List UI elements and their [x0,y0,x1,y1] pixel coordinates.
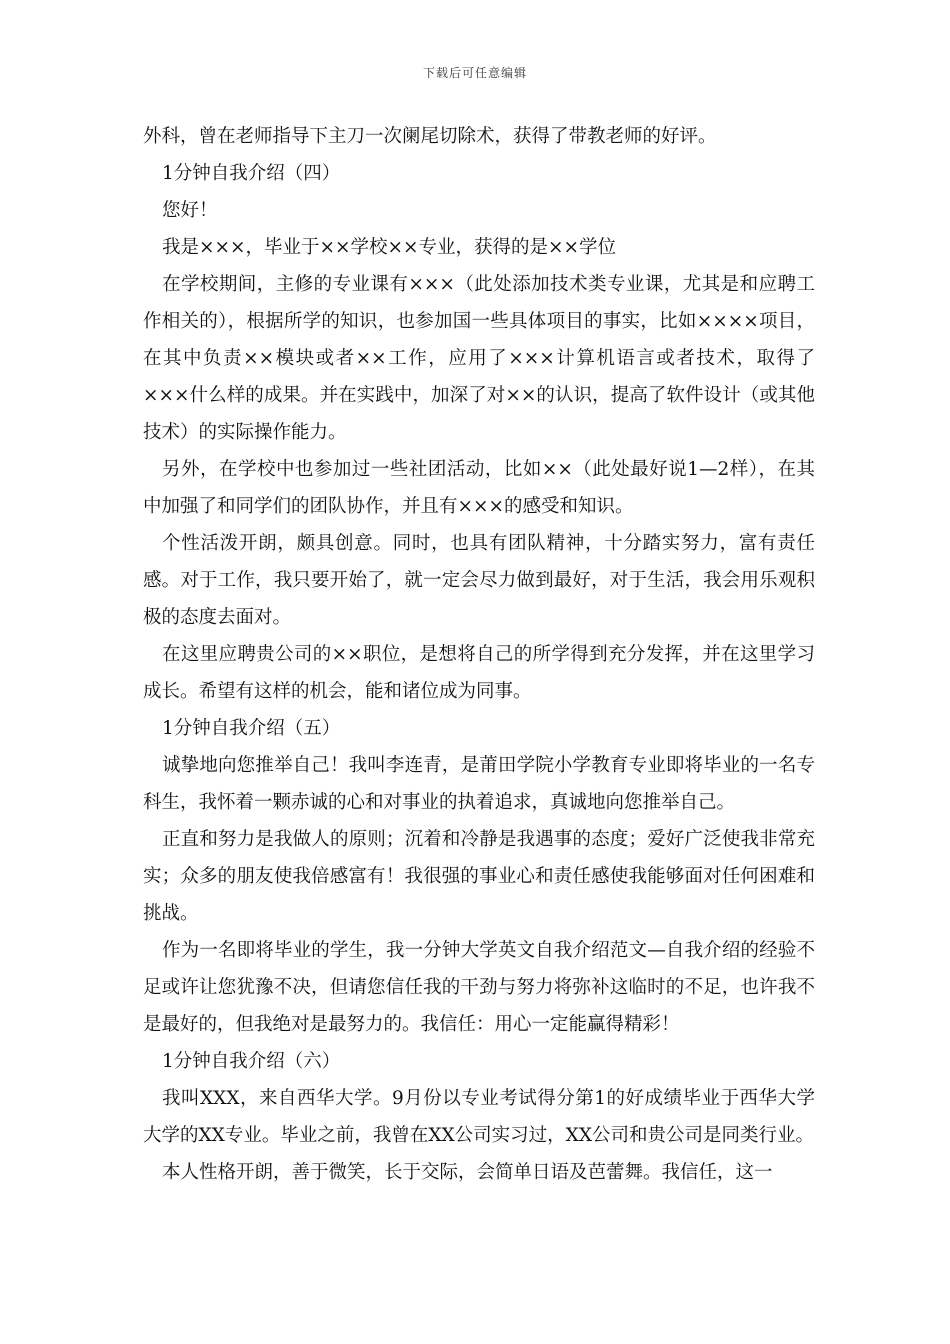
paragraph: 个性活泼开朗，颇具创意。同时，也具有团队精神，十分踏实努力，富有责任感。对于工作，我只要开始了，就一定会尽力做到最好，对于生活，我会用乐观积极的态度去面对。 [143,533,815,628]
section-heading: 1分钟自我介绍（四） [162,163,341,184]
section-heading: 1分钟自我介绍（五） [162,718,341,739]
page-header: 下载后可任意编辑 [422,66,527,80]
document-body [143,118,815,1191]
paragraph: 我是×××，毕业于××学校××专业，获得的是××学位 [162,237,617,258]
paragraph: 作为一名即将毕业的学生，我一分钟大学英文自我介绍范文—自我介绍的经验不足或许让您犹豫不决，但请您信任我的干劲与努力将弥补这临时的不足，也许我不是最好的，但我绝对是最努力的。我信任：用心一定能赢得精彩！ [143,940,815,1035]
paragraph: 另外，在学校中也参加过一些社团活动，比如××（此处最好说1—2样），在其中加强了和同学们的团队协作，并且有×××的感受和知识。 [143,459,815,517]
paragraph: 我叫XXX，来自西华大学。9月份以专业考试得分第1的好成绩毕业于西华大学大学的XX专业。毕业之前，我曾在XX公司实习过，XX公司和贵公司是同类行业。 [143,1088,815,1146]
paragraph: 本人性格开朗，善于微笑，长于交际，会简单日语及芭蕾舞。我信任，这一 [162,1162,773,1183]
paragraph: 诚挚地向您推举自己！我叫李连青，是莆田学院小学教育专业即将毕业的一名专科生，我怀着一颗赤诚的心和对事业的执着追求，真诚地向您推举自己。 [143,755,815,813]
paragraph: 外科，曾在老师指导下主刀一次阑尾切除术，获得了带教老师的好评。 [143,126,717,147]
paragraph: 正直和努力是我做人的原则；沉着和冷静是我遇事的态度；爱好广泛使我非常充实；众多的朋友使我倍感富有！我很强的事业心和责任感使我能够面对任何困难和挑战。 [143,829,815,924]
paragraph: 您好！ [162,200,218,221]
paragraph: 在这里应聘贵公司的××职位，是想将自己的所学得到充分发挥，并在这里学习成长。希望有这样的机会，能和诸位成为同事。 [143,644,815,702]
paragraph: 在学校期间，主修的专业课有×××（此处添加技术类专业课，尤其是和应聘工作相关的），根据所学的知识，也参加国一些具体项目的事实，比如××××项目，在其中负责××模块或者××工作，应用了×××计算机语言或者技术，取得了×××什么样的成果。并在实践中，加深了对××的认识，提高了软件设计（或其他技术）的实际操作能力。 [143,274,815,443]
section-heading: 1分钟自我介绍（六） [162,1051,341,1072]
